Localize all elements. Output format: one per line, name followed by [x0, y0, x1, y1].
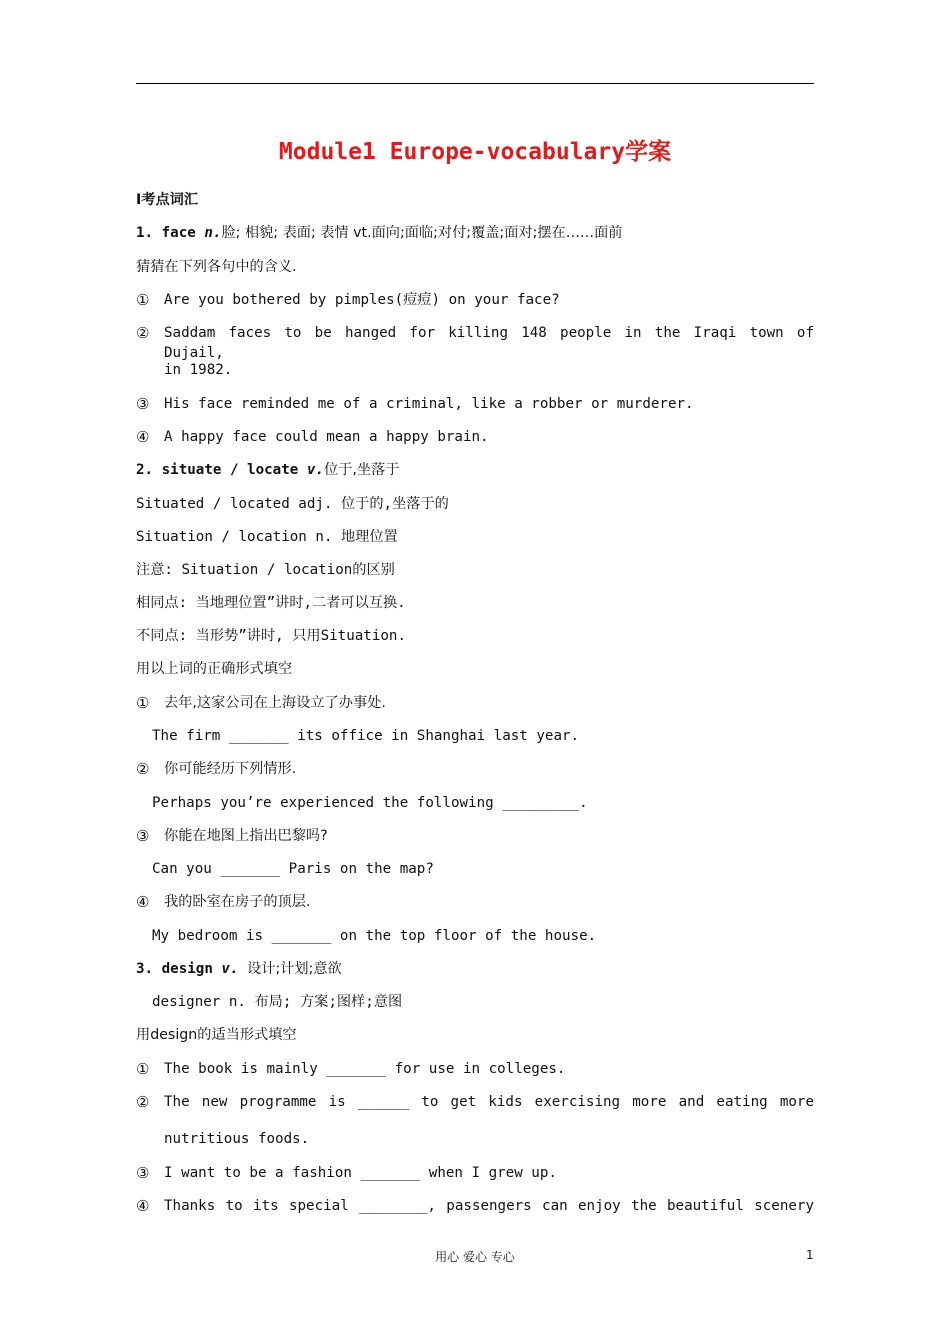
- item-marker: ①: [136, 1060, 150, 1078]
- example-sentence: A happy face could mean a happy brain.: [164, 429, 489, 445]
- example-sentence: His face reminded me of a criminal, like a robber or murderer.: [164, 396, 694, 412]
- part-of-speech: v.: [221, 961, 239, 977]
- fill-in-sentence: Can you _______ Paris on the map?: [152, 861, 434, 877]
- head-word: 1. face: [136, 225, 196, 241]
- header-rule: [136, 83, 814, 84]
- example-sentence-continued: in 1982.: [164, 362, 233, 378]
- item-marker: ①: [136, 694, 150, 712]
- example-sentence: Are you bothered by pimples(痘痘) on your face?: [164, 292, 560, 308]
- item-marker: ②: [136, 760, 150, 778]
- instruction: 用以上词的正确形式填空: [136, 661, 293, 677]
- entry-face-heading: [136, 223, 623, 243]
- item-marker: ③: [136, 827, 150, 845]
- entry-situate-heading: [136, 460, 399, 480]
- fill-in-sentence: The firm _______ its office in Shanghai last year.: [152, 728, 580, 744]
- chinese-prompt: 你可能经历下列情形.: [164, 761, 297, 777]
- item-marker: ③: [136, 1164, 150, 1182]
- item-marker: ③: [136, 395, 150, 413]
- derived-form: designer n. 布局; 方案;图样;意图: [152, 994, 403, 1010]
- item-marker: ④: [136, 1197, 150, 1215]
- chinese-prompt: 我的卧室在房子的顶层.: [164, 894, 311, 910]
- page-footer: 用心 爱心 专心: [435, 1250, 515, 1264]
- instruction: 用design的适当形式填空: [136, 1027, 297, 1043]
- note: 注意: Situation / location的区别: [136, 562, 395, 578]
- fill-in-sentence: Thanks to its special ________, passengers can enjoy the beautiful scenery: [164, 1198, 814, 1214]
- note: 相同点: 当地理位置”讲时,二者可以互换.: [136, 595, 406, 611]
- derived-form: Situation / location n. 地理位置: [136, 529, 398, 545]
- part-of-speech: n.: [204, 225, 222, 241]
- definition: 脸; 相貌; 表面; 表情 vt.面向;面临;对付;覆盖;面对;摆在……面前: [221, 225, 623, 241]
- page-title: Module1 Europe-vocabulary学案: [278, 139, 672, 165]
- fill-in-sentence: The new programme is ______ to get kids exercising more and eating more: [164, 1094, 814, 1110]
- example-sentence: Saddam faces to be hanged for killing 148 people in the Iraqi town of Dujail,: [164, 325, 814, 361]
- definition: 设计;计划;意欲: [247, 961, 342, 977]
- head-word: 3. design: [136, 961, 213, 977]
- fill-in-sentence: I want to be a fashion _______ when I grew up.: [164, 1165, 557, 1181]
- entry-design-heading: [136, 959, 342, 979]
- section-heading: I考点词汇: [136, 192, 199, 208]
- definition: 位于,坐落于: [323, 462, 400, 478]
- fill-in-sentence-continued: nutritious foods.: [164, 1131, 310, 1147]
- item-marker: ②: [136, 324, 150, 342]
- item-marker: ④: [136, 893, 150, 911]
- instruction: 猜猜在下列各句中的含义.: [136, 259, 297, 275]
- head-word: 2. situate / locate: [136, 462, 299, 478]
- fill-in-sentence: My bedroom is _______ on the top floor of the house.: [152, 928, 597, 944]
- derived-form: Situated / located adj. 位于的,坐落于的: [136, 496, 449, 512]
- item-marker: ④: [136, 428, 150, 446]
- fill-in-sentence: The book is mainly _______ for use in colleges.: [164, 1061, 566, 1077]
- page-number: 1: [806, 1248, 814, 1262]
- fill-in-sentence: Perhaps you’re experienced the following _________.: [152, 795, 588, 811]
- item-marker: ②: [136, 1093, 150, 1111]
- part-of-speech: v.: [306, 462, 324, 478]
- note: 不同点: 当形势”讲时, 只用Situation.: [136, 628, 406, 644]
- chinese-prompt: 去年,这家公司在上海设立了办事处.: [164, 695, 386, 711]
- item-marker: ①: [136, 291, 150, 309]
- chinese-prompt: 你能在地图上指出巴黎吗?: [164, 828, 328, 844]
